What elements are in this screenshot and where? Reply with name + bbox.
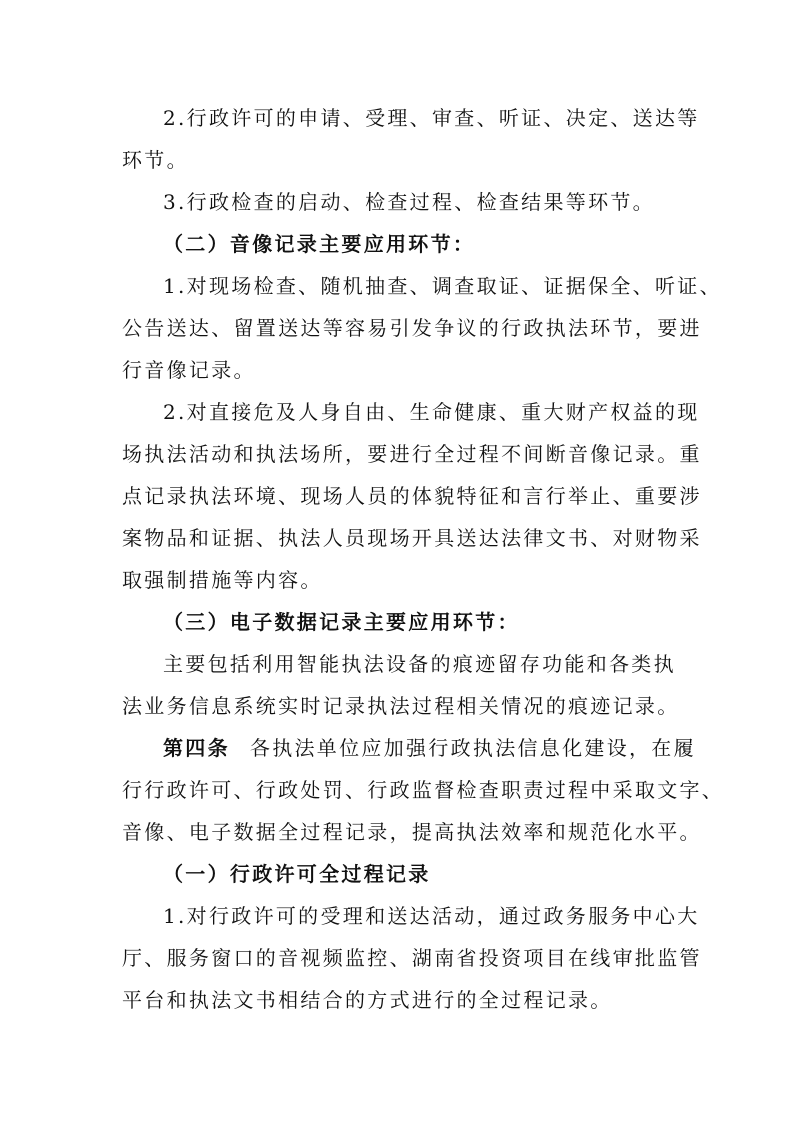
section-heading: （三）电子数据记录主要应用环节： bbox=[163, 610, 520, 634]
paragraph-line: 行音像记录。 bbox=[122, 358, 256, 382]
paragraph-line: 2.对直接危及人身自由、生命健康、重大财产权益的现 bbox=[163, 400, 700, 424]
section-heading: （二）音像记录主要应用环节： bbox=[163, 232, 476, 256]
paragraph-line: 取强制措施等内容。 bbox=[122, 568, 323, 592]
paragraph-line: 点记录执法环境、现场人员的体貌特征和言行举止、重要涉 bbox=[122, 484, 702, 508]
article-text: 各执法单位应加强行政执法信息化建设，在履 bbox=[249, 736, 696, 760]
paragraph-line: 案物品和证据、执法人员现场开具送达法律文书、对财物采 bbox=[122, 526, 702, 550]
paragraph-line: 主要包括利用智能执法设备的痕迹留存功能和各类执 bbox=[163, 652, 676, 676]
article-label: 第四条 bbox=[163, 736, 230, 760]
paragraph-line: 环节。 bbox=[122, 148, 189, 172]
paragraph-line: 2.行政许可的申请、受理、审查、听证、决定、送达等 bbox=[163, 106, 700, 130]
paragraph-line: 公告送达、留置送达等容易引发争议的行政执法环节，要进 bbox=[122, 316, 702, 340]
paragraph-line: 音像、电子数据全过程记录，提高执法效率和规范化水平。 bbox=[122, 820, 702, 844]
section-heading: （一）行政许可全过程记录 bbox=[163, 862, 431, 886]
paragraph-line: 1.对行政许可的受理和送达活动，通过政务服务中心大 bbox=[163, 904, 700, 928]
paragraph-line: 厅、服务窗口的音视频监控、湖南省投资项目在线审批监管 bbox=[122, 946, 702, 970]
paragraph-line: 3.行政检查的启动、检查过程、检查结果等环节。 bbox=[163, 190, 655, 214]
article-line bbox=[163, 734, 763, 762]
paragraph-line: 场执法活动和执法场所，要进行全过程不间断音像记录。重 bbox=[122, 442, 702, 466]
paragraph-line: 1.对现场检查、随机抽查、调查取证、证据保全、听证、 bbox=[163, 274, 722, 298]
paragraph-line: 平台和执法文书相结合的方式进行的全过程记录。 bbox=[122, 988, 613, 1012]
paragraph-line: 行行政许可、行政处罚、行政监督检查职责过程中采取文字、 bbox=[122, 778, 725, 802]
paragraph-line: 法业务信息系统实时记录执法过程相关情况的痕迹记录。 bbox=[122, 694, 680, 718]
